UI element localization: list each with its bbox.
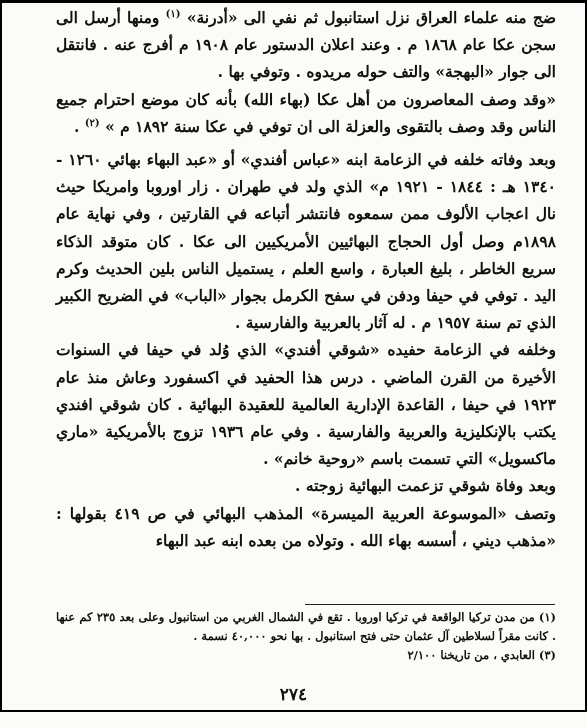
paragraph-text: وبعد وفاته خلفه في الزعامة ابنه «عباس أفندي» أو «عبد البهاء بهائي ١٢٦٠ - ١٣٤٠ هـ : ١٨٤٤ - ١٩٢١ م» الذي ولد في طهران . زار اوروبا وامريكا حيث نال اعجاب الألوف ممن سمعوه فانتشر أتباعه في القارتين ، وفي نهاية عام ١٨٩٨م وصل أول الحجاج البهائيين الأمريكيين الى عكا . كان متوقد الذكاء سريع الخاطر ، بليغ العبارة ، واسع العلم ، يستميل الناس بلين الحديث وكرم اليد . توفي في حيفا ودفن في سفح الكرمل بجوار «الباب» في الضريح الكبير الذي تم سنة ١٩٥٧ م . له آثار بالعربية والفارسية .: [56, 150, 556, 333]
paragraph-text: وتصف «الموسوعة العربية الميسرة» المذهب البهائي في ص ٤١٩ بقولها : «مذهب ديني ، أسسه بهاء الله . وتولاه من بعده ابنه عبد البهاء: [56, 503, 556, 550]
paragraph: [56, 500, 556, 554]
footnote: (١) من مدن تركيا الواقعة في تركيا اوروبا . تقع في الشمال الغربي من استانبول وعلى بعد ٢٣٥ كم عنها . كانت مقراً لسلاطين آل عثمان حتى فتح استانبول . بها نحو ٤٠,٠٠٠ نسمة .: [56, 610, 556, 643]
page-border-top: [0, 0, 587, 3]
paragraph: [56, 4, 556, 86]
paragraph-text-continued: .: [74, 116, 80, 136]
paragraph-text: وخلفه في الزعامة حفيده «شوقي أفندي» الذي وُلد في حيفا في السنوات الأخيرة من القرن الماضي . درس هذا الحفيد في اكسفورد وعاش منذ عام ١٩٢٣ في حيفا ، القاعدة الإدارية العالمية للعقيدة البهائية . كان شوقي افندي يكتب بالإنكليزية والعربية والفارسية . وفي عام ١٩٣٦ تزوج بالأمريكية «ماري ماكسويل» التي تسمت باسم «روحية خانم» .: [56, 340, 556, 469]
body-text: [56, 4, 556, 554]
footnotes: [56, 608, 556, 665]
footnote-separator: [305, 604, 555, 605]
page-border-bottom: [0, 710, 587, 712]
paragraph: [56, 146, 556, 336]
paragraph-text-continued: ومنها أرسل الى سجن عكا عام ١٨٦٨ م . وعند اعلان الدستور عام ١٩٠٨ م أفرج عنه . فانتقل الى جوار «البهجة» والتف حوله مريدوه . وتوفي بها .: [56, 8, 557, 82]
page-border-left: [0, 0, 2, 712]
footnote-reference: (٢): [84, 117, 100, 129]
paragraph: [56, 336, 556, 472]
page-number: ٢٧٤: [279, 685, 308, 705]
paragraph: [56, 86, 556, 140]
paragraph-text: وبعد وفاة شوقي تزعمت البهائية زوجته .: [295, 476, 556, 496]
footnote-reference: (١): [165, 8, 181, 20]
footnote: (٣) العابدي ، من تاريخنا ٢/١٠٠: [407, 648, 556, 662]
paragraph-text: ضج منه علماء العراق نزل استانبول ثم نفي الى «أدرنة»: [186, 8, 556, 27]
paragraph-text: «وقد وصف المعاصرون من أهل عكا (بهاء الله) بأنه كان موضع احترام جميع الناس وقد وصف بالتقوى والعزلة الى ان توفي في عكا سنة ١٨٩٢ م »: [56, 89, 556, 136]
paragraph: [56, 472, 556, 499]
